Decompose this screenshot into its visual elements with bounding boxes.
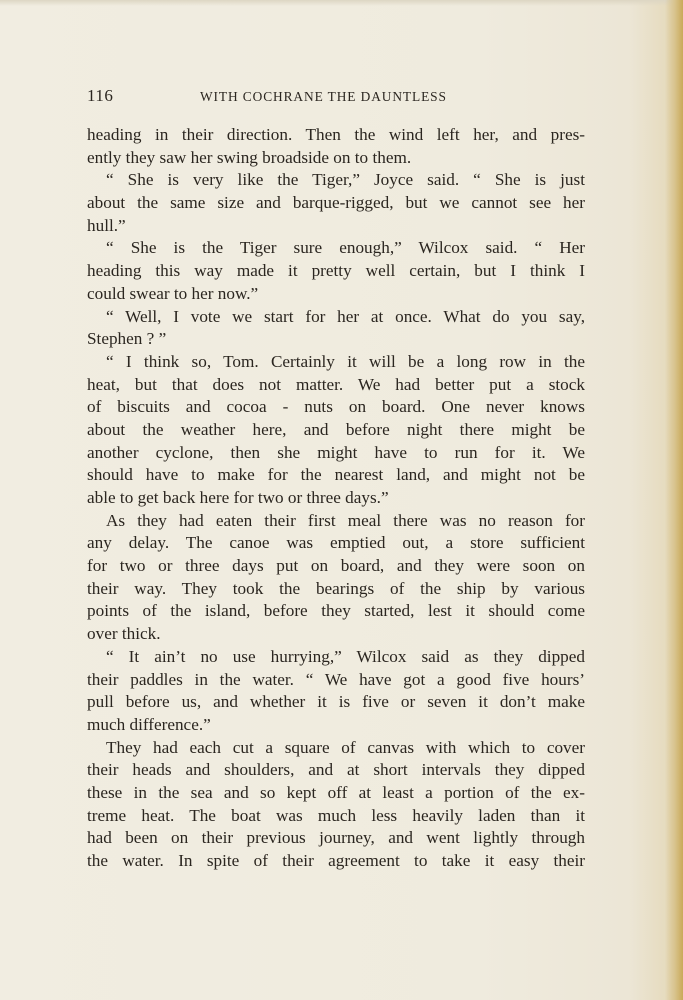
text-line: any delay. The canoe was emptied out, a store sufficient <box>87 533 585 553</box>
text-line: points of the island, before they started, lest it should come <box>87 601 585 621</box>
text-line: over thick. <box>87 624 161 644</box>
text-line: for two or three days put on board, and they were soon on <box>87 556 585 576</box>
text-line: “ Well, I vote we start for her at once. What do you say, <box>106 306 585 326</box>
running-title: WITH COCHRANE THE DAUNTLESS <box>200 89 447 104</box>
text-line: They had each cut a square of canvas with which to cover <box>106 737 585 757</box>
text-line: ently they saw her swing broadside on to them. <box>87 147 412 167</box>
body-text <box>87 124 585 873</box>
page-top-edge <box>0 0 683 6</box>
text-line: “ She is very like the Tiger,” Joyce said. “ She is just <box>106 170 585 190</box>
text-line: could swear to her now.” <box>87 283 259 303</box>
text-line: “ She is the Tiger sure enough,” Wilcox said. “ Her <box>106 238 585 258</box>
text-line: “ It ain’t no use hurrying,” Wilcox said as they dipped <box>106 646 585 666</box>
text-line: hull.” <box>87 215 126 235</box>
text-line: another cyclone, then she might have to run for it. We <box>87 442 585 462</box>
text-line: heading in their direction. Then the wind left her, and pres- <box>87 125 585 144</box>
text-line: “ I think so, Tom. Certainly it will be a long row in the <box>106 351 585 371</box>
text-line: should have to make for the nearest land, and might not be <box>87 465 585 485</box>
text-line: able to get back here for two or three days.” <box>87 488 389 507</box>
text-line: treme heat. The boat was much less heavily laden than it <box>87 805 585 825</box>
text-line: about the same size and barque-rigged, but we cannot see her <box>87 193 585 213</box>
text-line: about the weather here, and before night there might be <box>87 419 585 439</box>
text-line: the water. In spite of their agreement to take it easy their <box>87 851 585 870</box>
text-line: much difference.” <box>87 714 211 734</box>
text-line: heading this way made it pretty well certain, but I think I <box>87 261 585 281</box>
text-line: pull before us, and whether it is five or seven it don’t make <box>87 692 585 712</box>
text-line: their paddles in the water. “ We have got a good five hours’ <box>87 669 585 689</box>
text-line: their way. They took the bearings of the ship by various <box>87 578 585 598</box>
page-number: 116 <box>87 86 114 105</box>
running-header <box>87 86 585 110</box>
text-line: of biscuits and cocoa - nuts on board. One never knows <box>87 397 585 417</box>
text-line: their heads and shoulders, and at short intervals they dipped <box>87 760 585 780</box>
text-line: heat, but that does not matter. We had better put a stock <box>87 374 585 394</box>
text-line: As they had eaten their first meal there was no reason for <box>106 510 585 530</box>
page-right-edge <box>665 0 683 1000</box>
text-line: Stephen ? ” <box>87 329 167 349</box>
text-line: had been on their previous journey, and went lightly through <box>87 828 585 848</box>
text-line: these in the sea and so kept off at least a portion of the ex- <box>87 782 585 802</box>
